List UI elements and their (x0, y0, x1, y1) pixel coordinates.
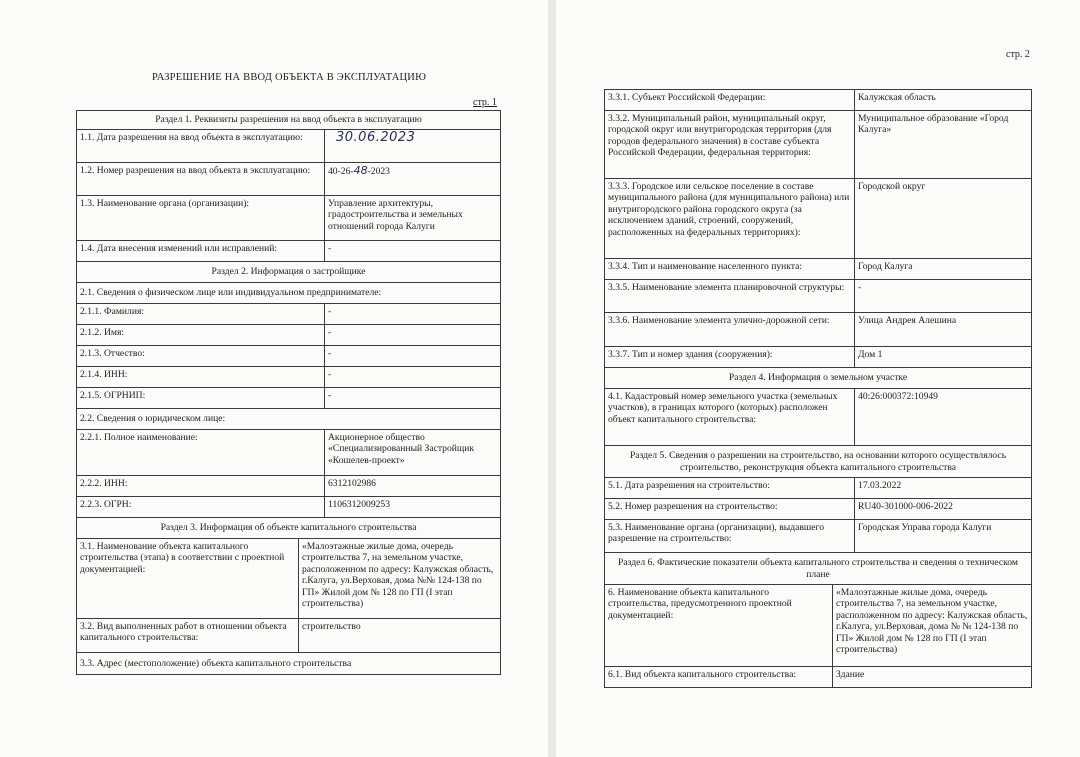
page-gutter (548, 0, 556, 757)
field-5-2-value: RU40-301000-006-2022 (855, 499, 1032, 520)
page-number-2: стр. 2 (1006, 49, 1030, 60)
field-2-2-3-label: 2.2.3. ОГРН: (77, 497, 325, 518)
field-2-1-1-value: - (325, 304, 501, 325)
field-3-3-7-label: 3.3.7. Тип и номер здания (сооружения): (605, 347, 855, 368)
section-2-header: Раздел 2. Информация о застройщике (77, 262, 501, 283)
field-5-3-label: 5.3. Наименование органа (организации), выдавшего разрешение на строительство: (605, 520, 855, 553)
field-2-1-4-label: 2.1.4. ИНН: (77, 367, 325, 388)
field-3-3-1-label: 3.3.1. Субъект Российской Федерации: (605, 90, 855, 111)
field-1-1-value (325, 130, 501, 163)
section-6-header: Раздел 6. Фактические показатели объекта капитального строительства и сведения о техническом плане (605, 553, 1032, 585)
field-4-1-label: 4.1. Кадастровый номер земельного участка (земельных участков), в границах которого (которых) расположен объект капитального строительства: (605, 389, 855, 446)
page-number-1: стр. 1 (473, 97, 497, 108)
field-1-2-value: 40-26-48-2023 (325, 163, 501, 196)
field-6-1-value: Здание (833, 667, 1032, 688)
section-3-header: Раздел 3. Информация об объекте капитального строительства (77, 518, 501, 539)
field-2-1-5-label: 2.1.5. ОГРНИП: (77, 388, 325, 409)
field-2-2-3-value: 1106312009253 (325, 497, 501, 518)
field-1-2-label: 1.2. Номер разрешения на ввод объекта в эксплуатацию: (77, 163, 325, 196)
field-3-3-2-label: 3.3.2. Муниципальный район, муниципальный округ, городской округ или внутригородская территория (для городов федерального значения) в составе субъекта Российской Федерации, федеральная территория: (605, 111, 855, 179)
field-5-1-label: 5.1. Дата разрешения на строительство: (605, 478, 855, 499)
field-2-1-label: 2.1. Сведения о физическом лице или индивидуальном предпринимателе: (77, 283, 501, 304)
field-6-1-label: 6.1. Вид объекта капитального строительства: (605, 667, 833, 688)
section-1-header: Раздел 1. Реквизиты разрешения на ввод объекта в эксплуатацию (77, 111, 501, 130)
field-1-4-value: - (325, 241, 501, 262)
field-2-1-2-label: 2.1.2. Имя: (77, 325, 325, 346)
field-2-2-1-label: 2.2.1. Полное наименование: (77, 430, 325, 476)
field-3-3-3-label: 3.3.3. Городское или сельское поселение в составе муниципального района (для муниципального района) или внутригородского района городского округа (за исключением зданий, строений, сооружений, расположенных на федеральных территориях): (605, 179, 855, 259)
field-3-1-value: «Малоэтажные жилые дома, очередь строительства 7, на земельном участке, расположенном по адресу: Калужская область, г.Калуга, ул.Верховая, дома №№ 124-138 по ГП» Жилой дом № 128 по ГП (I этап строительства) (299, 539, 501, 619)
handwritten-date: 30.06.2023 (336, 130, 416, 145)
field-1-3-value: Управление архитектуры, градостроительства и земельных отношений города Калуги (325, 196, 501, 241)
field-1-3-label: 1.3. Наименование органа (организации): (77, 196, 325, 241)
field-3-3-4-label: 3.3.4. Тип и наименование населенного пункта: (605, 259, 855, 280)
field-2-2-2-label: 2.2.2. ИНН: (77, 476, 325, 497)
field-3-3-5-label: 3.3.5. Наименование элемента планировочной структуры: (605, 280, 855, 313)
field-1-1-label: 1.1. Дата разрешения на ввод объекта в эксплуатацию: (77, 130, 325, 163)
field-3-1-label: 3.1. Наименование объекта капитального строительства (этапа) в соответствии с проектной документацией: (77, 539, 299, 619)
section-5-header: Раздел 5. Сведения о разрешении на строительство, на основании которого осуществлялось строительство, реконструкция объекта капитального строительства (605, 446, 1032, 478)
handwritten-number: 48 (353, 164, 368, 177)
field-3-3-6-label: 3.3.6. Наименование элемента улично-дорожной сети: (605, 313, 855, 347)
field-1-4-label: 1.4. Дата внесения изменений или исправлений: (77, 241, 325, 262)
field-2-1-4-value: - (325, 367, 501, 388)
field-2-2-label: 2.2. Сведения о юридическом лице: (77, 409, 501, 430)
field-3-3-7-value: Дом 1 (855, 347, 1032, 368)
field-3-3-4-value: Город Калуга (855, 259, 1032, 280)
field-2-2-1-value: Акционерное общество «Специализированный Застройщик «Кошелев-проект» (325, 430, 501, 476)
permit-form-page-2 (604, 89, 1032, 688)
field-4-1-value: 40:26:000372:10949 (855, 389, 1032, 446)
section-4-header: Раздел 4. Информация о земельном участке (605, 368, 1032, 389)
field-5-1-value: 17.03.2022 (855, 478, 1032, 499)
field-3-3-label: 3.3. Адрес (местоположение) объекта капитального строительства (77, 653, 501, 675)
field-2-1-3-label: 2.1.3. Отчество: (77, 346, 325, 367)
permit-form-page-1 (76, 110, 501, 675)
field-3-3-2-value: Муниципальное образование «Город Калуга» (855, 111, 1032, 179)
document-title: РАЗРЕШЕНИЕ НА ВВОД ОБЪЕКТА В ЭКСПЛУАТАЦИЮ (152, 72, 427, 83)
field-2-1-3-value: - (325, 346, 501, 367)
field-3-3-5-value: - (855, 280, 1032, 313)
field-6-value: «Малоэтажные жилые дома, очередь строительства 7, на земельном участке, расположенном по адресу: Калужская область, г.Калуга, ул.Верховая, дома № № 124-138 по ГП» Жилой дом № 128 по ГП (I этап строительства) (833, 585, 1032, 667)
field-2-1-2-value: - (325, 325, 501, 346)
field-3-3-3-value: Городской округ (855, 179, 1032, 259)
field-3-2-value: строительство (299, 619, 501, 653)
field-2-1-5-value: - (325, 388, 501, 409)
field-6-label: 6. Наименование объекта капитального строительства, предусмотренного проектной документацией: (605, 585, 833, 667)
field-3-3-6-value: Улица Андрея Алешина (855, 313, 1032, 347)
field-5-3-value: Городская Управа города Калуги (855, 520, 1032, 553)
field-2-2-2-value: 6312102986 (325, 476, 501, 497)
field-3-3-1-value: Калужская область (855, 90, 1032, 111)
field-2-1-1-label: 2.1.1. Фамилия: (77, 304, 325, 325)
field-3-2-label: 3.2. Вид выполненных работ в отношении объекта капитального строительства: (77, 619, 299, 653)
field-5-2-label: 5.2. Номер разрешения на строительство: (605, 499, 855, 520)
